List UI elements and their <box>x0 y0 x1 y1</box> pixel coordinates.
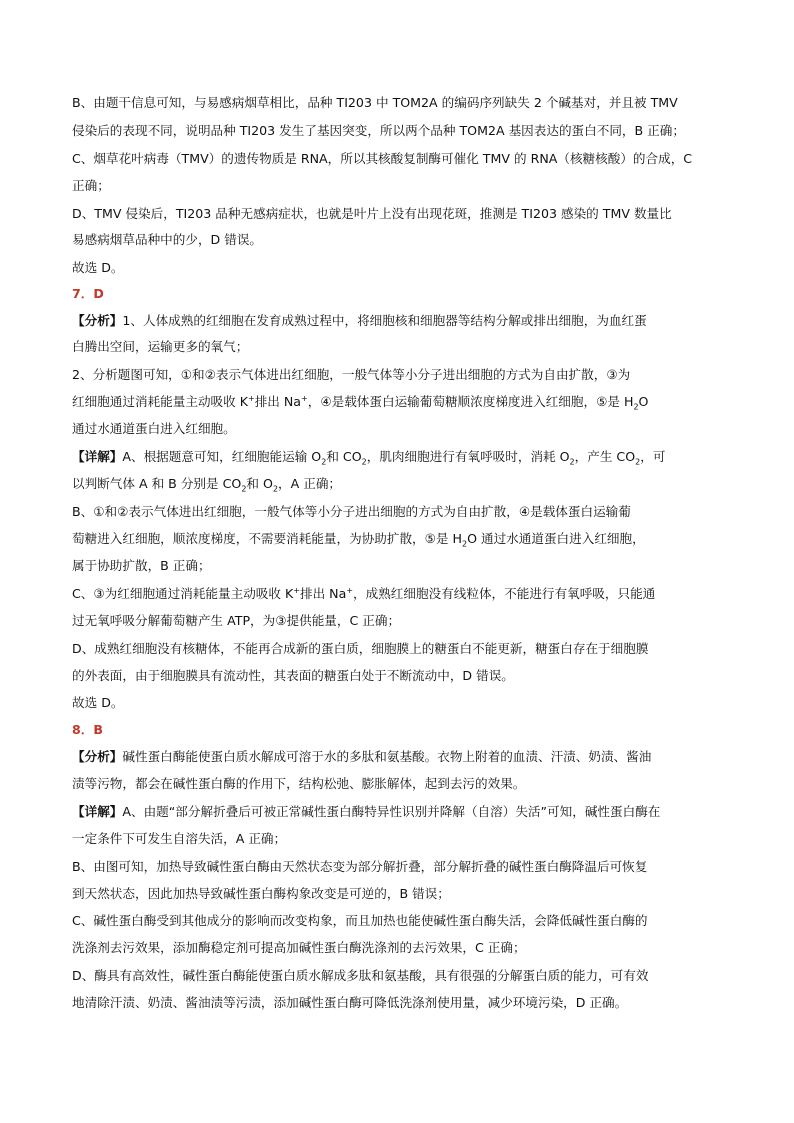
subscript: 2 <box>321 457 327 466</box>
text-run: O 通过水通道蛋白进入红细胞， <box>467 531 645 546</box>
subscript: 2 <box>461 539 468 548</box>
text-run: 红细胞通过消耗能量主动吸收 K <box>72 394 248 409</box>
text-run: 和 CO <box>326 449 362 464</box>
q7-detail-b-line1: B、①和②表示气体进出红细胞，一般气体等小分子进出细胞的方式为自由扩散，④是载体蛋白运输葡 <box>72 504 631 519</box>
superscript: + <box>301 393 308 403</box>
q7-number: 7．D <box>72 286 104 301</box>
text-run: 和 O <box>246 476 273 491</box>
text-run: 排出 Na <box>254 394 302 409</box>
text-run: 碱性蛋白酶能使蛋白质水解成可溶于水的多肽和氨基酸。衣物上附着的血渍、汗渍、奶渍、酱油 <box>122 749 652 764</box>
q7-analysis1-text: 1、人体成熟的红细胞在发育成熟过程中，将细胞核和细胞器等结构分解或排出细胞，为血红蛋 <box>122 313 647 328</box>
q8-detail-c-line2: 洗涤剂去污效果，添加酶稳定剂可提高加碱性蛋白酶洗涤剂的去污效果，C 正确； <box>72 940 526 955</box>
q7-analysis-line1 <box>72 312 736 330</box>
q8-detail-a-line1 <box>72 803 736 821</box>
q7-analysis-line2: 白腾出空间，运输更多的氧气； <box>72 339 249 354</box>
q6-option-d-line1: D、TMV 侵染后，TI203 品种无感病症状，也就是叶片上没有出现花斑，推测是 TI203 感染的 TMV 数量比 <box>72 206 672 221</box>
q6-option-b-line2: 侵染后的表现不同，说明品种 TI203 发生了基因突变，所以两个品种 TOM2A 基因表达的蛋白不同，B 正确； <box>72 123 685 138</box>
subscript: 2 <box>361 457 367 466</box>
q7-detail-d-line2: 的外表面，由于细胞膜具有流动性，其表面的糖蛋白处于不断流动中，D 错误。 <box>72 668 514 683</box>
superscript: + <box>293 585 300 595</box>
q8-detail-d-line1: D、酶具有高效性，碱性蛋白酶能使蛋白质水解成多肽和氨基酸，具有很强的分解蛋白质的能力，可有效 <box>72 968 649 983</box>
q7-analysis2-line3: 通过水通道蛋白进入红细胞。 <box>72 421 236 436</box>
q7-detail-c-line2: 过无氧呼吸分解葡萄糖产生 ATP，为③提供能量，C 正确； <box>72 613 401 628</box>
text-run: ，肌肉细胞进行有氧呼吸时，消耗 O <box>366 449 570 464</box>
q7-detail-c-line1 <box>72 585 736 603</box>
superscript: + <box>247 393 255 403</box>
superscript: + <box>346 585 354 595</box>
q7-analysis-tag: 【分析】 <box>72 313 123 328</box>
q8-detail-b-line2: 到天然状态，因此加热导致碱性蛋白酶构象改变是可逆的，B 错误； <box>72 886 450 901</box>
q8-detail-a-line2: 一定条件下可发生自溶失活，A 正确； <box>72 831 287 846</box>
q7-analysis2-line1: 2、分析题图可知，①和②表示气体进出红细胞，一般气体等小分子进出细胞的方式为自由扩散，③为 <box>72 367 631 382</box>
q8-detail-b-line1: B、由图可知，加热导致碱性蛋白酶由天然状态变为部分解折叠，部分解折叠的碱性蛋白酶降温后可恢复 <box>72 859 648 874</box>
text-run: 以判断气体 A 和 B 分别是 CO <box>72 476 242 491</box>
text-run: A、根据题意可知，红细胞能运输 O <box>122 449 322 464</box>
text-run: O <box>638 394 649 409</box>
q6-option-b-line1: B、由题干信息可知，与易感病烟草相比，品种 TI203 中 TOM2A 的编码序列缺失 2 个碱基对，并且被 TMV <box>72 95 678 110</box>
q6-option-c-line2: 正确； <box>72 178 110 193</box>
q6-option-c-line1: C、烟草花叶病毒（TMV）的遗传物质是 RNA，所以其核酸复制酶可催化 TMV 的 RNA（核糖核酸）的合成，C <box>72 151 693 166</box>
q8-detail-tag: 【详解】 <box>72 804 123 819</box>
text-run: ，④是载体蛋白运输葡萄糖顺浓度梯度进入红细胞，⑤是 H <box>307 394 634 409</box>
q7-detail-a-line2 <box>72 475 736 493</box>
q7-detail-d-line1: D、成熟红细胞没有核糖体，不能再合成新的蛋白质，细胞膜上的糖蛋白不能更新，糖蛋白存在于细胞膜 <box>72 641 649 656</box>
text-run: ，可 <box>640 449 666 464</box>
q8-detail-d-line2: 地清除汗渍、奶渍、酱油渍等污渍，添加碱性蛋白酶可降低洗涤剂使用量，减少环境污染，D 正确。 <box>72 995 628 1010</box>
q8-analysis-line2: 渍等污物，都会在碱性蛋白酶的作用下，结构松弛、膨胀解体，起到去污的效果。 <box>72 776 526 791</box>
q7-detail-b-line3: 属于协助扩散，B 正确； <box>72 558 211 573</box>
q8-number: 8．B <box>72 722 103 737</box>
text-run: ，成熟红细胞没有线粒体，不能进行有氧呼吸，只能通 <box>353 586 656 601</box>
q8-analysis-line1 <box>72 748 736 766</box>
q7-detail-a-line1 <box>72 448 736 466</box>
subscript: 2 <box>272 484 279 493</box>
subscript: 2 <box>569 457 575 466</box>
q7-analysis2-line2 <box>72 393 736 411</box>
text-run: A、由题“部分解折叠后可被正常碱性蛋白酶特异性识别并降解（自溶）失活”可知，碱性蛋白酶在 <box>122 804 661 819</box>
q8-detail-c-line1: C、碱性蛋白酶受到其他成分的影响而改变构象，而且加热也能使碱性蛋白酶失活，会降低碱性蛋白酶的 <box>72 913 648 928</box>
q6-answer: 故选 D。 <box>72 260 124 275</box>
text-run: ，产生 CO <box>574 449 636 464</box>
q8-analysis-tag: 【分析】 <box>72 749 123 764</box>
subscript: 2 <box>635 457 641 466</box>
q7-detail-tag: 【详解】 <box>72 449 123 464</box>
text-run: 排出 Na <box>299 586 347 601</box>
subscript: 2 <box>633 402 639 411</box>
q7-detail-b-line2 <box>72 530 736 548</box>
text-run: 萄糖进入红细胞，顺浓度梯度，不需要消耗能量，为协助扩散，⑤是 H <box>72 531 462 546</box>
subscript: 2 <box>241 484 247 493</box>
q6-option-d-line2: 易感病烟草品种中的少，D 错误。 <box>72 232 263 247</box>
q7-answer: 故选 D。 <box>72 695 124 710</box>
text-run: C、③为红细胞通过消耗能量主动吸收 K <box>72 586 294 601</box>
text-run: ，A 正确； <box>278 476 342 491</box>
